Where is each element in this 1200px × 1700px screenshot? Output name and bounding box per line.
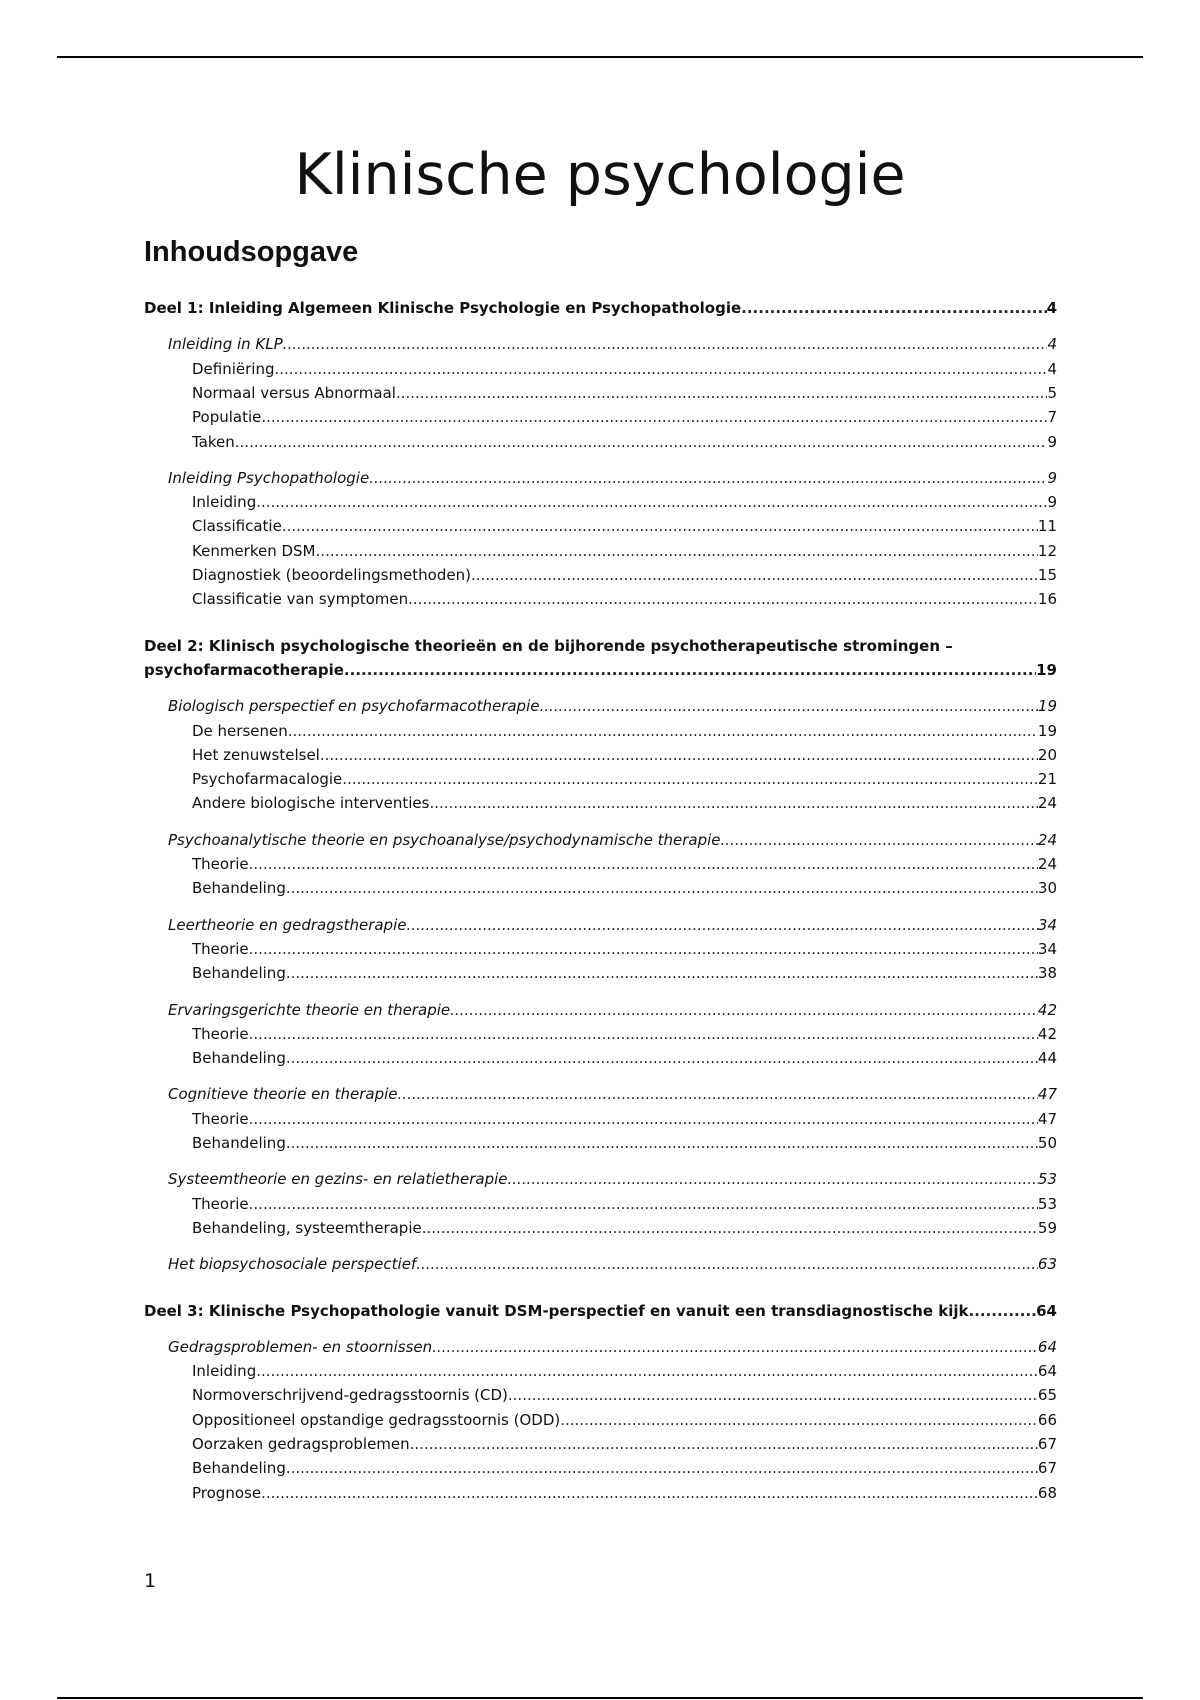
toc-dot-leader bbox=[396, 381, 1048, 405]
toc-entry-level-2[interactable] bbox=[168, 466, 1057, 490]
toc-entry-label: Classificatie bbox=[192, 517, 282, 536]
toc-dot-leader bbox=[316, 539, 1038, 563]
toc-entry-page: 67 bbox=[1037, 1435, 1057, 1453]
toc-entry-page: 11 bbox=[1037, 517, 1057, 536]
toc-entry-level-2[interactable] bbox=[168, 1335, 1057, 1359]
toc-entry-label: Definiëring bbox=[192, 359, 275, 378]
toc-entry-label: Leertheorie en gedragstherapie bbox=[168, 915, 407, 934]
toc-entry-page: 21 bbox=[1037, 770, 1057, 789]
toc-dot-leader bbox=[721, 828, 1038, 852]
toc-entry-label: Populatie bbox=[192, 408, 262, 427]
toc-entry-page: 7 bbox=[1047, 408, 1057, 427]
toc-entry-page: 34 bbox=[1037, 915, 1057, 934]
toc-entry-label: Inleiding in KLP bbox=[168, 335, 283, 354]
toc-entry-page: 16 bbox=[1037, 590, 1057, 609]
toc-entry-page: 63 bbox=[1037, 1255, 1057, 1274]
toc-dot-leader bbox=[235, 430, 1048, 454]
toc-entry-level-1[interactable] bbox=[144, 658, 1057, 682]
toc-dot-leader bbox=[406, 913, 1037, 937]
toc-entry-page: 64 bbox=[1037, 1337, 1057, 1356]
toc-entry-label: Gedragsproblemen- en stoornissen bbox=[168, 1337, 433, 1356]
toc-dot-leader bbox=[410, 1432, 1038, 1456]
toc-entry-label: Theorie bbox=[192, 855, 249, 873]
toc-heading: Inhoudsopgave bbox=[144, 236, 359, 268]
toc-entry-page: 64 bbox=[1037, 1362, 1057, 1381]
toc-entry-line[interactable] bbox=[144, 634, 1057, 658]
toc-entry-level-3[interactable] bbox=[192, 490, 1057, 514]
toc-dot-leader bbox=[249, 937, 1038, 961]
toc-entry-level-3[interactable] bbox=[192, 1022, 1057, 1046]
toc-entry-page: 66 bbox=[1037, 1410, 1057, 1429]
toc-dot-leader bbox=[741, 296, 1046, 320]
toc-entry-page: 47 bbox=[1037, 1085, 1057, 1104]
toc-entry-page: 19 bbox=[1036, 660, 1057, 679]
toc-dot-leader bbox=[408, 587, 1038, 611]
toc-entry-level-3[interactable] bbox=[192, 1046, 1057, 1070]
toc-entry-page: 5 bbox=[1047, 383, 1057, 402]
toc-entry-label: Classificatie van symptomen bbox=[192, 590, 409, 609]
toc-dot-leader bbox=[416, 1252, 1038, 1276]
toc-dot-leader bbox=[422, 1216, 1038, 1240]
toc-entry-level-3[interactable] bbox=[192, 514, 1057, 538]
toc-entry-level-3[interactable] bbox=[192, 587, 1057, 611]
toc-entry-level-1[interactable] bbox=[144, 1299, 1057, 1323]
toc-entry-level-3[interactable] bbox=[192, 1408, 1057, 1432]
toc-entry-page: 53 bbox=[1037, 1194, 1057, 1213]
toc-entry-level-3[interactable] bbox=[192, 1383, 1057, 1407]
toc-entry-level-3[interactable] bbox=[192, 563, 1057, 587]
toc-entry-label: Normaal versus Abnormaal bbox=[192, 383, 396, 402]
toc-entry-label: Theorie bbox=[192, 1109, 249, 1128]
toc-dot-leader bbox=[450, 998, 1038, 1022]
toc-entry-page: 42 bbox=[1037, 1024, 1057, 1043]
toc-entry-label: Oppositioneel opstandige gedragsstoornis (ODD) bbox=[192, 1410, 561, 1429]
toc-dot-leader bbox=[369, 466, 1047, 490]
toc-entry-label: Kenmerken DSM bbox=[192, 541, 316, 560]
toc-entry-level-2[interactable] bbox=[168, 694, 1057, 718]
toc-dot-leader bbox=[968, 1299, 1036, 1323]
toc-entry-label: Behandeling bbox=[192, 964, 286, 983]
toc-entry-label: Deel 2: Klinisch psychologische theorieën en de bijhorende psychotherapeutische stromingen – bbox=[144, 636, 953, 655]
toc-dot-leader bbox=[508, 1383, 1038, 1407]
toc-entry-label: Behandeling bbox=[192, 879, 286, 898]
toc-entry-page: 50 bbox=[1037, 1134, 1057, 1152]
toc-entry-page: 64 bbox=[1036, 1301, 1057, 1320]
toc-dot-leader bbox=[429, 791, 1037, 815]
toc-entry-label: Behandeling bbox=[192, 1049, 286, 1068]
toc-dot-leader bbox=[432, 1335, 1038, 1359]
toc-entry-label: Deel 1: Inleiding Algemeen Klinische Psychologie en Psychopathologie bbox=[144, 299, 742, 317]
toc-entry-label: Behandeling bbox=[192, 1134, 286, 1152]
toc-dot-leader bbox=[286, 1046, 1038, 1070]
toc-entry-label: Diagnostiek (beoordelingsmethoden) bbox=[192, 566, 471, 584]
toc-entry-page: 4 bbox=[1046, 299, 1057, 317]
toc-entry-page: 15 bbox=[1037, 566, 1057, 584]
toc-dot-leader bbox=[275, 357, 1048, 381]
toc-entry-level-3[interactable] bbox=[192, 1359, 1057, 1383]
toc-entry-label: Theorie bbox=[192, 939, 249, 958]
toc-dot-leader bbox=[398, 1082, 1038, 1106]
toc-entry-page: 24 bbox=[1037, 830, 1057, 849]
toc-entry-label: Ervaringsgerichte theorie en therapie bbox=[168, 1000, 451, 1019]
toc-entry-page: 19 bbox=[1037, 697, 1057, 716]
toc-entry-level-3[interactable] bbox=[192, 791, 1057, 815]
toc-entry-level-3[interactable] bbox=[192, 852, 1057, 876]
document-title: Klinische psychologie bbox=[294, 142, 906, 208]
toc-entry-level-3[interactable] bbox=[192, 1192, 1057, 1216]
toc-entry-level-2[interactable] bbox=[168, 1252, 1057, 1276]
toc-dot-leader bbox=[288, 719, 1038, 743]
toc-entry-label: Normoverschrijvend-gedragsstoornis (CD) bbox=[192, 1386, 508, 1405]
toc-entry-page: 9 bbox=[1047, 468, 1057, 487]
toc-dot-leader bbox=[249, 1107, 1038, 1131]
toc-entry-label: Cognitieve theorie en therapie bbox=[168, 1085, 398, 1104]
toc-entry-page: 9 bbox=[1047, 493, 1057, 512]
toc-entry-page: 24 bbox=[1037, 855, 1057, 873]
toc-entry-level-3[interactable] bbox=[192, 1216, 1057, 1240]
toc-entry-page: 20 bbox=[1037, 745, 1057, 764]
toc-entry-label: Inleiding Psychopathologie bbox=[168, 468, 370, 487]
toc-entry-level-3[interactable] bbox=[192, 876, 1057, 900]
toc-entry-level-3[interactable] bbox=[192, 1481, 1057, 1505]
toc-entry-label: Behandeling bbox=[192, 1459, 286, 1478]
toc-entry-level-3[interactable] bbox=[192, 357, 1057, 381]
toc-entry-page: 47 bbox=[1037, 1109, 1057, 1128]
toc-entry-label: Inleiding bbox=[192, 493, 257, 512]
toc-entry-level-3[interactable] bbox=[192, 381, 1057, 405]
toc-dot-leader bbox=[261, 1481, 1038, 1505]
toc-entry-level-3[interactable] bbox=[192, 1107, 1057, 1131]
toc-entry-label: Taken bbox=[192, 432, 235, 451]
toc-entry-page: 42 bbox=[1037, 1000, 1057, 1019]
toc-entry-label: Oorzaken gedragsproblemen bbox=[192, 1435, 410, 1453]
toc-entry-page: 53 bbox=[1037, 1170, 1057, 1189]
toc-entry-page: 4 bbox=[1047, 359, 1057, 378]
toc-entry-label: Psychofarmacalogie bbox=[192, 770, 343, 789]
toc-entry-level-1[interactable] bbox=[144, 296, 1057, 320]
toc-entry-level-3[interactable] bbox=[192, 1131, 1057, 1155]
page-number: 1 bbox=[144, 1570, 157, 1592]
toc-entry-label: De hersenen bbox=[192, 721, 288, 740]
toc-entry-level-3[interactable] bbox=[192, 767, 1057, 791]
toc-dot-leader bbox=[320, 743, 1038, 767]
toc-entry-level-2[interactable] bbox=[168, 998, 1057, 1022]
toc-entry-level-3[interactable] bbox=[192, 1456, 1057, 1480]
toc-entry-page: 4 bbox=[1047, 335, 1057, 354]
header-rule bbox=[57, 56, 1143, 58]
toc-dot-leader bbox=[471, 563, 1038, 587]
toc-dot-leader bbox=[286, 1131, 1038, 1155]
toc-entry-page: 59 bbox=[1037, 1218, 1057, 1237]
toc-dot-leader bbox=[286, 876, 1038, 900]
toc-dot-leader bbox=[249, 1022, 1038, 1046]
toc-dot-leader bbox=[249, 852, 1038, 876]
toc-dot-leader bbox=[344, 658, 1036, 682]
toc-dot-leader bbox=[283, 332, 1048, 356]
toc-entry-label: Het zenuwstelsel bbox=[192, 745, 320, 764]
toc-entry-level-2[interactable] bbox=[168, 828, 1057, 852]
toc-dot-leader bbox=[560, 1408, 1038, 1432]
toc-entry-level-3[interactable] bbox=[192, 961, 1057, 985]
toc-dot-leader bbox=[256, 1359, 1038, 1383]
toc-entry-page: 12 bbox=[1037, 541, 1057, 560]
toc-entry-page: 38 bbox=[1037, 964, 1057, 983]
toc-entry-page: 24 bbox=[1037, 794, 1057, 813]
toc-entry-page: 9 bbox=[1047, 432, 1057, 451]
toc-entry-page: 30 bbox=[1037, 879, 1057, 898]
toc-entry-level-3[interactable] bbox=[192, 719, 1057, 743]
toc-entry-level-2[interactable] bbox=[168, 1167, 1057, 1191]
toc-entry-level-3[interactable] bbox=[192, 937, 1057, 961]
toc-entry-label: Psychoanalytische theorie en psychoanalyse/psychodynamische therapie bbox=[168, 830, 721, 849]
toc-entry-label: Theorie bbox=[192, 1194, 249, 1213]
toc-entry-level-2[interactable] bbox=[168, 913, 1057, 937]
toc-entry-label: Deel 3: Klinische Psychopathologie vanuit DSM-perspectief en vanuit een transdiagnostische kijk bbox=[144, 1301, 969, 1320]
toc-entry-level-2[interactable] bbox=[168, 332, 1057, 356]
toc-entry-label: Biologisch perspectief en psychofarmacotherapie bbox=[168, 697, 540, 716]
toc-entry-page: 44 bbox=[1037, 1049, 1057, 1068]
toc-entry-label: Systeemtheorie en gezins- en relatietherapie bbox=[168, 1170, 508, 1189]
toc-dot-leader bbox=[282, 514, 1038, 538]
toc-entry-level-3[interactable] bbox=[192, 405, 1057, 429]
toc-dot-leader bbox=[261, 405, 1047, 429]
toc-entry-label: Behandeling, systeemtherapie bbox=[192, 1218, 422, 1237]
toc-dot-leader bbox=[286, 1456, 1038, 1480]
toc-entry-level-3[interactable] bbox=[192, 539, 1057, 563]
toc-dot-leader bbox=[249, 1192, 1038, 1216]
toc-entry-level-2[interactable] bbox=[168, 1082, 1057, 1106]
toc-entry-page: 67 bbox=[1037, 1459, 1057, 1478]
toc-entry-label: Het biopsychosociale perspectief bbox=[168, 1255, 417, 1274]
toc-dot-leader bbox=[256, 490, 1047, 514]
toc-dot-leader bbox=[508, 1167, 1038, 1191]
toc-dot-leader bbox=[286, 961, 1038, 985]
toc-dot-leader bbox=[539, 694, 1037, 718]
toc-entry-label: psychofarmacotherapie bbox=[144, 660, 344, 679]
toc-entry-label: Inleiding bbox=[192, 1362, 257, 1381]
footer-rule bbox=[57, 1697, 1143, 1699]
toc-entry-level-3[interactable] bbox=[192, 743, 1057, 767]
toc-entry-level-3[interactable] bbox=[192, 1432, 1057, 1456]
toc-entry-label: Theorie bbox=[192, 1024, 249, 1043]
toc-entry-page: 34 bbox=[1037, 939, 1057, 958]
toc-dot-leader bbox=[342, 767, 1038, 791]
toc-entry-page: 68 bbox=[1037, 1483, 1057, 1502]
toc-entry-label: Andere biologische interventies bbox=[192, 794, 430, 813]
toc-entry-label: Prognose bbox=[192, 1483, 262, 1502]
toc-entry-page: 65 bbox=[1037, 1386, 1057, 1405]
toc-entry-page: 19 bbox=[1037, 721, 1057, 740]
toc-entry-level-3[interactable] bbox=[192, 430, 1057, 454]
